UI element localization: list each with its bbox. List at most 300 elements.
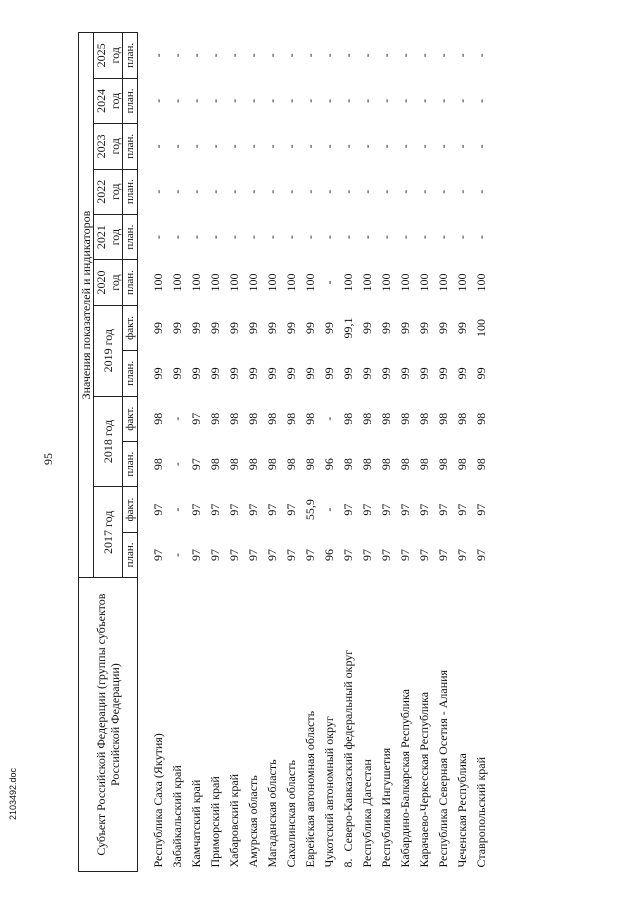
value-cell: 100 [455,273,469,292]
value-cell: 99 [170,321,184,334]
value-cell: 97 [284,548,298,561]
value-cell: - [246,144,260,149]
value-cell: 99 [303,321,317,334]
value-cell: - [208,98,222,103]
value-cell: - [265,53,279,58]
value-cell: 98 [265,412,279,425]
value-cell: 98 [246,458,260,471]
value-cell: 96 [322,458,336,471]
value-cell: 98 [208,458,222,471]
value-cell: 97 [303,548,317,561]
subject-name: Камчатский край [189,779,203,868]
value-cell: 98 [284,412,298,425]
table-row [264,33,283,872]
value-cell: - [246,53,260,58]
subject-cell [138,578,170,872]
value-cell: 99 [151,321,165,334]
value-cell: 98 [284,458,298,471]
value-cell: 97 [398,548,412,561]
value-cell: - [322,144,336,149]
value-cell: - [398,144,412,149]
value-cell: - [189,144,203,149]
value-cell: 99 [246,367,260,380]
header-plan: план. [123,441,138,486]
subject-name: Еврейская автономная область [303,710,317,868]
value-cell: - [455,98,469,103]
subject-cell [283,578,302,872]
subject-cell [226,578,245,872]
subject-name: Магаданская область [265,759,279,868]
header-fact: факт. [123,487,138,532]
subject-cell [416,578,435,872]
value-cell: 97 [246,503,260,516]
value-cell: 98 [436,458,450,471]
header-plan: план. [123,214,138,259]
header-plan: план. [123,169,138,214]
value-cell: - [170,507,184,512]
value-cell: 99 [284,321,298,334]
value-cell: 97 [474,503,488,516]
value-cell: - [303,189,317,194]
value-cell: 99 [322,321,336,334]
header-year: 2019 год [94,305,123,396]
value-cell: 99 [398,367,412,380]
subject-name: Ставропольский край [474,756,488,868]
value-cell: - [436,144,450,149]
value-cell: 98 [455,412,469,425]
value-cell: - [265,144,279,149]
value-cell: - [322,235,336,240]
value-cell: 99 [227,321,241,334]
value-cell: 97 [189,503,203,516]
subject-cell [378,578,397,872]
subject-name: Республика Северная Осетия - Алания [436,669,450,868]
value-cell: 99 [474,367,488,380]
header-plan: план. [123,33,138,79]
value-cell: - [379,98,393,103]
value-cell: - [170,552,184,557]
header-year: 2017 год [94,487,123,578]
value-cell: 99 [417,321,431,334]
page-number: 95 [41,453,55,465]
value-cell: 98 [341,458,355,471]
value-cell: 97 [284,503,298,516]
value-cell: - [341,144,355,149]
value-cell: - [474,98,488,103]
value-cell: 97 [474,548,488,561]
subject-name: Приморский край [208,776,222,868]
value-cell: - [170,189,184,194]
value-cell: 100 [284,273,298,292]
value-cell: 100 [417,273,431,292]
value-cell: 100 [170,273,184,292]
value-cell: - [227,98,241,103]
value-cell: 99 [284,367,298,380]
value-cell: - [398,98,412,103]
value-cell: - [436,53,450,58]
value-cell: - [170,416,184,421]
value-cell: 98 [303,458,317,471]
table-row [416,33,435,872]
value-cell: 98 [417,412,431,425]
value-cell: - [322,416,336,421]
footer-code: 2103492.doc [8,767,18,820]
value-cell: - [227,235,241,240]
indicators-table [78,32,492,872]
value-cell: 97 [360,503,374,516]
value-cell: - [474,235,488,240]
subject-cell [264,578,283,872]
subject-name: Карачаево-Черкесская Республика [417,691,431,868]
value-cell: - [284,189,298,194]
value-cell: 97 [436,548,450,561]
value-cell: 98 [398,458,412,471]
value-cell: 99 [436,321,450,334]
value-cell: - [284,98,298,103]
value-cell: 99 [208,321,222,334]
value-cell: - [208,235,222,240]
subject-cell [397,578,416,872]
subject-cell [321,578,340,872]
value-cell: - [170,144,184,149]
value-cell: - [455,235,469,240]
value-cell: 99 [208,367,222,380]
value-cell: - [417,235,431,240]
header-year: 2018 год [94,396,123,487]
value-cell: 97 [417,503,431,516]
value-cell: - [208,53,222,58]
value-cell: - [151,144,165,149]
subject-cell [435,578,454,872]
value-cell: 100 [379,273,393,292]
value-cell: - [303,144,317,149]
value-cell: - [265,235,279,240]
value-cell: - [455,189,469,194]
value-cell: - [322,507,336,512]
value-cell: 100 [474,273,488,292]
value-cell: - [189,98,203,103]
value-cell: - [379,235,393,240]
value-cell: 97 [227,503,241,516]
value-cell: 99 [265,321,279,334]
subject-name: Республика Ингушетия [379,747,393,868]
value-cell: - [284,235,298,240]
value-cell: 97 [455,503,469,516]
subject-name: Северо-Кавказский федеральный округ [341,649,355,852]
value-cell: - [151,53,165,58]
subject-name: Чеченская Республика [455,753,469,868]
value-cell: 100 [227,273,241,292]
value-cell: 96 [322,548,336,561]
value-cell: - [246,98,260,103]
value-cell: 98 [417,458,431,471]
subject-name: Республика Дагестан [360,759,374,868]
value-cell: 100 [265,273,279,292]
value-cell: 100 [474,318,488,337]
value-cell: 98 [151,458,165,471]
value-cell: 100 [303,273,317,292]
value-cell: - [436,98,450,103]
table-row [283,33,302,872]
subject-name: Республика Саха (Якутия) [151,733,165,868]
value-cell: 97 [265,503,279,516]
value-cell: - [322,53,336,58]
value-cell: 97 [265,548,279,561]
value-cell: 100 [151,273,165,292]
value-cell: - [360,189,374,194]
value-cell: 98 [379,412,393,425]
value-cell: - [455,144,469,149]
value-cell: - [379,144,393,149]
value-cell: - [151,98,165,103]
value-cell: - [341,189,355,194]
header-values: Значения показателей и индикаторов [79,33,94,578]
value-cell: 99 [151,367,165,380]
value-cell: - [151,235,165,240]
subject-cell [454,578,473,872]
value-cell: 98 [303,412,317,425]
value-cell: 99 [379,367,393,380]
subject-cell [169,578,188,872]
value-cell: - [398,189,412,194]
table-body [138,33,493,872]
value-cell: - [341,53,355,58]
value-cell: 99 [379,321,393,334]
header-fact: факт. [123,305,138,350]
value-cell: 97 [379,548,393,561]
value-cell: 99 [246,321,260,334]
value-cell: - [417,144,431,149]
header-year: 2025 год [94,33,123,79]
value-cell: 99 [455,321,469,334]
value-cell: - [341,235,355,240]
table-row [188,33,207,872]
value-cell: - [417,189,431,194]
value-cell: - [322,280,336,285]
value-cell: 97 [379,503,393,516]
value-cell: - [189,53,203,58]
value-cell: - [265,98,279,103]
value-cell: - [360,53,374,58]
value-cell: - [284,144,298,149]
subject-cell [359,578,378,872]
value-cell: - [227,189,241,194]
value-cell: 99 [265,367,279,380]
table-row [169,33,188,872]
value-cell: - [170,235,184,240]
value-cell: - [398,53,412,58]
value-cell: 97 [417,548,431,561]
subject-cell [302,578,321,872]
value-cell: 98 [246,412,260,425]
value-cell: 100 [246,273,260,292]
value-cell: - [360,235,374,240]
value-cell: 98 [360,412,374,425]
value-cell: 55,9 [303,499,317,521]
subject-name: Чукотский автономный округ [322,716,336,868]
value-cell: 99 [189,367,203,380]
value-cell: 97 [208,503,222,516]
value-cell: - [322,98,336,103]
value-cell: - [227,144,241,149]
subject-name: Хабаровский край [227,773,241,868]
value-cell: - [227,53,241,58]
value-cell: - [360,98,374,103]
value-cell: - [246,235,260,240]
value-cell: 98 [208,412,222,425]
value-cell: 99 [455,367,469,380]
value-cell: 98 [436,412,450,425]
subject-name: Сахалинская область [284,760,298,868]
value-cell: - [170,98,184,103]
value-cell: 97 [341,548,355,561]
value-cell: 100 [208,273,222,292]
value-cell: 99 [189,321,203,334]
subject-cell [473,578,492,872]
value-cell: 99 [436,367,450,380]
value-cell: 98 [379,458,393,471]
value-cell: 100 [398,273,412,292]
header-year: 2021 год [94,214,123,259]
table-row [473,33,492,872]
value-cell: 99,1 [341,317,355,339]
value-cell: - [303,53,317,58]
value-cell: - [341,98,355,103]
value-cell: 99 [303,367,317,380]
header-year: 2024 год [94,78,123,123]
table-row [245,33,264,872]
value-cell: 100 [360,273,374,292]
value-cell: 97 [341,503,355,516]
value-cell: 97 [208,548,222,561]
table-row [454,33,473,872]
value-cell: - [474,144,488,149]
value-cell: 97 [151,548,165,561]
value-cell: 98 [455,458,469,471]
table-row [340,33,359,872]
value-cell: 97 [189,548,203,561]
table-row [435,33,454,872]
header-plan: план. [123,351,138,396]
value-cell: - [417,53,431,58]
value-cell: 98 [360,458,374,471]
value-cell: - [246,189,260,194]
value-cell: - [303,235,317,240]
header-subject: Субъект Российской Федерации (группы субъектов Российской Федерации) [79,578,138,872]
table-row [226,33,245,872]
subject-cell [340,578,359,872]
table-row [138,33,170,872]
value-cell: 97 [189,458,203,471]
value-cell: - [170,462,184,467]
subject-name: Амурская область [246,775,260,868]
table-row [207,33,226,872]
value-cell: 99 [227,367,241,380]
value-cell: - [398,235,412,240]
rotated-table-container [78,32,628,872]
value-cell: 100 [189,273,203,292]
value-cell: 100 [436,273,450,292]
value-cell: - [417,98,431,103]
value-cell: 97 [455,548,469,561]
table-row [359,33,378,872]
value-cell: - [208,144,222,149]
subject-cell [207,578,226,872]
value-cell: 99 [322,367,336,380]
value-cell: 99 [398,321,412,334]
table-row [302,33,321,872]
value-cell: - [474,189,488,194]
value-cell: 97 [189,412,203,425]
value-cell: - [436,189,450,194]
value-cell: - [436,235,450,240]
value-cell: 99 [341,367,355,380]
value-cell: 98 [398,412,412,425]
table-row [397,33,416,872]
row-number: 8. [341,858,355,868]
value-cell: 97 [436,503,450,516]
value-cell: 97 [360,548,374,561]
value-cell: 99 [170,367,184,380]
header-fact: факт. [123,396,138,441]
value-cell: - [265,189,279,194]
value-cell: - [379,53,393,58]
value-cell: 99 [360,321,374,334]
value-cell: 99 [360,367,374,380]
value-cell: - [170,53,184,58]
value-cell: - [189,189,203,194]
header-plan: план. [123,260,138,305]
header-year: 2023 год [94,124,123,169]
value-cell: - [322,189,336,194]
value-cell: 100 [341,273,355,292]
value-cell: - [303,98,317,103]
value-cell: - [474,53,488,58]
value-cell: - [189,235,203,240]
value-cell: - [360,144,374,149]
value-cell: 97 [227,548,241,561]
subject-cell [245,578,264,872]
value-cell: 99 [417,367,431,380]
value-cell: 97 [246,548,260,561]
value-cell: - [208,189,222,194]
value-cell: - [284,53,298,58]
value-cell: - [455,53,469,58]
header-year: 2020 год [94,260,123,305]
value-cell: 98 [265,458,279,471]
value-cell: 98 [227,412,241,425]
value-cell: 98 [474,412,488,425]
header-year: 2022 год [94,169,123,214]
value-cell: - [151,189,165,194]
value-cell: 98 [227,458,241,471]
subject-cell [188,578,207,872]
table-row [321,33,340,872]
value-cell: 97 [151,503,165,516]
value-cell: 98 [341,412,355,425]
table-row [378,33,397,872]
header-plan: план. [123,78,138,123]
value-cell: 97 [398,503,412,516]
value-cell: 98 [151,412,165,425]
value-cell: - [379,189,393,194]
header-plan: план. [123,124,138,169]
subject-name: Забайкальский край [170,765,184,868]
value-cell: 98 [474,458,488,471]
header-row-1 [79,33,94,872]
subject-name: Кабардино-Балкарская Республика [398,689,412,868]
header-plan: план. [123,532,138,577]
